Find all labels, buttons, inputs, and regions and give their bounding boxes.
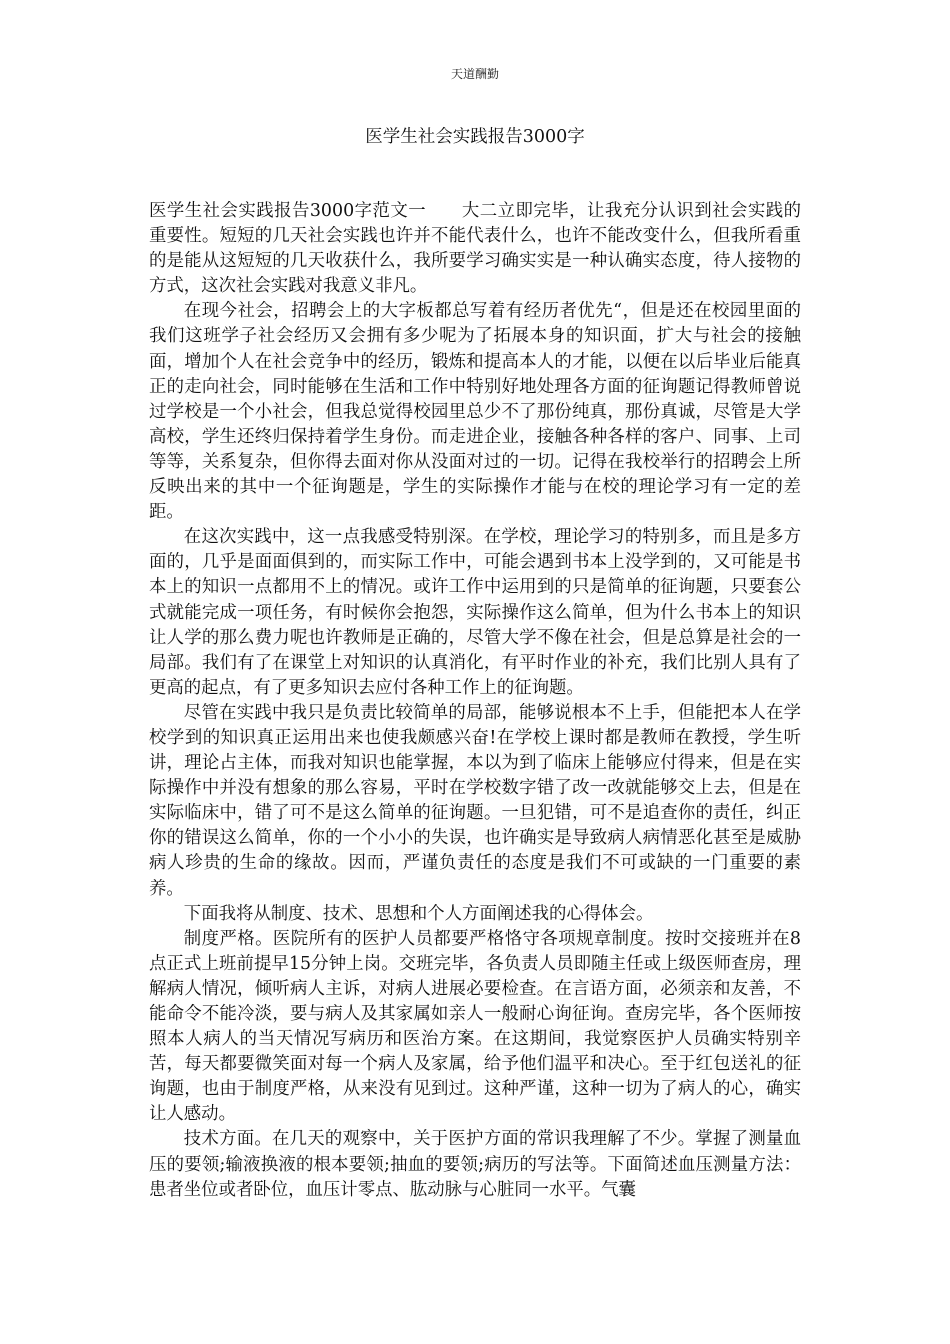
paragraph: 下面我将从制度、技术、思想和个人方面阐述我的心得体会。	[183, 903, 654, 924]
paragraph: 技术方面。在几天的观察中，关于医护方面的常识我理解了不少。掌握了测量血压的要领;输液换液的根本要领;抽血的要领;病历的写法等。下面简述血压测量方法：患者坐位或者卧位，血压计零点、肱动脉与心脏同一水平。气囊	[149, 1129, 801, 1200]
document-title: 医学生社会实践报告3000字	[365, 127, 585, 147]
page-header: 天道酬勤	[450, 67, 499, 81]
paragraph: 尽管在实践中我只是负责比较简单的局部，能够说根本不上手，但能把本人在学校学到的知识真正运用出来也使我颇感兴奋!在学校上课时都是教师在教授，学生听讲，理论占主体，而我对知识也能掌握，本以为到了临床上能够应付得来，但是在实际操作中并没有想象的那么容易，平时在学校数字错了改一改就能够交上去，但是在实际临床中，错了可不是这么简单的征询题。一旦犯错，可不是追查你的责任，纠正你的错误这么简单，你的一个小小的失误，也许确实是导致病人病情恶化甚至是威胁病人珍贵的生命的缘故。因而，严谨负责任的态度是我们不可或缺的一门重要的素养。	[149, 702, 801, 899]
paragraph: 医学生社会实践报告3000字范文一 大二立即完毕，让我充分认识到社会实践的重要性。短短的几天社会实践也许并不能代表什么，也许不能改变什么，但我所看重的是能从这短短的几天收获什么，我所要学习确实实是一种认确实态度，待人接物的方式，这次社会实践对我意义非凡。	[149, 201, 801, 297]
document-body	[149, 199, 801, 1203]
paragraph: 在这次实践中，这一点我感受特别深。在学校，理论学习的特别多，而且是多方面的，几乎是面面俱到的，而实际工作中，可能会遇到书本上没学到的，又可能是书本上的知识一点都用不上的情况。或许工作中运用到的只是简单的征询题，只要套公式就能完成一项任务，有时候你会抱怨，实际操作这么简单，但为什么书本上的知识让人学的那么费力呢也许教师是正确的，尽管大学不像在社会，但是总算是社会的一局部。我们有了在课堂上对知识的认真消化，有平时作业的补充，我们比别人具有了更高的起点，有了更多知识去应付各种工作上的征询题。	[149, 527, 801, 698]
paragraph: 在现今社会，招聘会上的大字板都总写着有经历者优先“，但是还在校园里面的我们这班学子社会经历又会拥有多少呢为了拓展本身的知识面，扩大与社会的接触面，增加个人在社会竞争中的经历，锻炼和提高本人的才能，以便在以后毕业后能真正的走向社会，同时能够在生活和工作中特别好地处理各方面的征询题记得教师曾说过学校是一个小社会，但我总觉得校园里总少不了那份纯真，那份真诚，尽管是大学高校，学生还终归保持着学生身份。而走进企业，接触各种各样的客户、同事、上司等等，关系复杂，但你得去面对你从没面对过的一切。记得在我校举行的招聘会上所反映出来的其中一个征询题是，学生的实际操作才能与在校的理论学习有一定的差距。	[149, 301, 801, 523]
paragraph: 制度严格。医院所有的医护人员都要严格恪守各项规章制度。按时交接班并在8点正式上班前提早15分钟上岗。交班完毕，各负责人员即随主任或上级医师查房，理解病人情况，倾听病人主诉，对病人进展必要检查。在言语方面，必须亲和友善，不能命令不能冷淡，要与病人及其家属如亲人一般耐心询征询。查房完毕，各个医师按照本人病人的当天情况写病历和医治方案。在这期间，我觉察医护人员确实特别辛苦，每天都要微笑面对每一个病人及家属，给予他们温平和决心。至于红包送礼的征询题，也由于制度严格，从来没有见到过。这种严谨，这种一切为了病人的心，确实让人感动。	[149, 928, 801, 1125]
